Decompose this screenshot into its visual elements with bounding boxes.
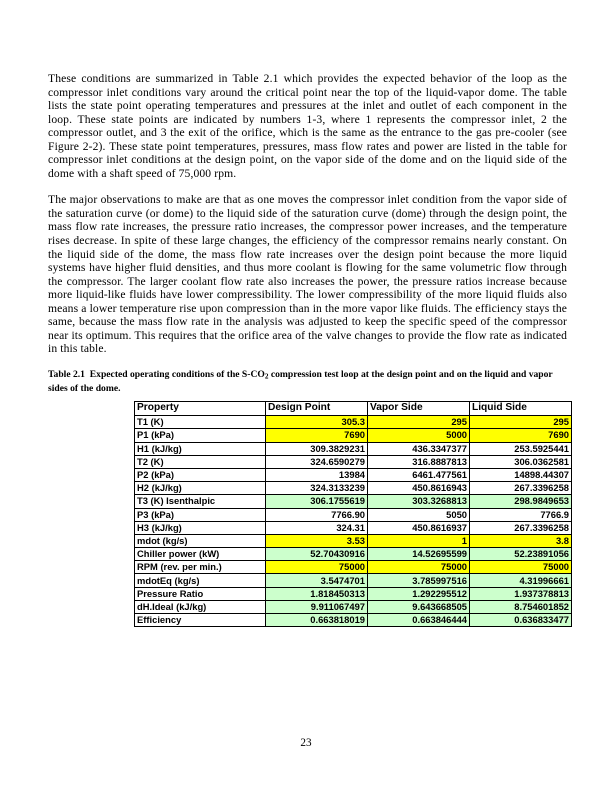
cell-property-name: H1 (kJ/kg) <box>135 442 266 455</box>
cell-value: 0.663818019 <box>266 614 368 627</box>
cell-value: 7766.90 <box>266 508 368 521</box>
cell-value: 52.70430916 <box>266 548 368 561</box>
cell-value: 1.818450313 <box>266 587 368 600</box>
cell-value: 267.3396258 <box>470 521 572 534</box>
cell-value: 5000 <box>368 429 470 442</box>
cell-property-name: H2 (kJ/kg) <box>135 482 266 495</box>
table-row <box>135 495 572 508</box>
cell-value: 306.0362581 <box>470 455 572 468</box>
cell-property-name: T2 (K) <box>135 455 266 468</box>
cell-value: 6461.477561 <box>368 468 470 481</box>
table-row <box>135 455 572 468</box>
cell-value: 1.937378813 <box>470 587 572 600</box>
cell-value: 7766.9 <box>470 508 572 521</box>
table-row <box>135 521 572 534</box>
paragraph-2: The major observations to make are that as one moves the compressor inlet condition from the vapor side of the saturation curve (or dome) to the liquid side of the saturation curve (dome) through the design point, the mass flow rate increases, the pressure ratio increases, the compressor power increases, and the temperature rises decrease. In spite of these large changes, the efficiency of the compressor remains nearly constant. On the liquid side of the dome, the mass flow rate increases over the design point because the more liquid systems have higher fluid densities, and thus more coolant is flowing for the same volumetric flow through the compressor. The larger coolant flow rate also increases the power, the pressure ratios increase because more liquid-like fluids have lower compressibility. The lower compressibility of the more liquid fluids also means a lower temperature rise upon compression than in the more vapor like fluids. The efficiency stays the same, because the mass flow rate in the analysis was adjusted to keep the specific speed of the compressor near its optimum. This requires that the orifice area of the valve changes to provide the flow rate as indicated in this table. <box>48 193 567 356</box>
table-body <box>135 416 572 627</box>
cell-value: 14.52695599 <box>368 548 470 561</box>
table-row <box>135 508 572 521</box>
cell-property-name: P1 (kPa) <box>135 429 266 442</box>
column-header-vapor-side: Vapor Side <box>368 401 470 416</box>
table-container <box>134 401 567 628</box>
cell-property-name: Chiller power (kW) <box>135 548 266 561</box>
table-caption-text-1: Expected operating conditions of the S-CO <box>89 368 265 380</box>
cell-value: 3.8 <box>470 534 572 547</box>
table-row <box>135 442 572 455</box>
table-row <box>135 587 572 600</box>
table-caption-label: Table 2.1 <box>48 368 85 380</box>
cell-property-name: Efficiency <box>135 614 266 627</box>
cell-property-name: P3 (kPa) <box>135 508 266 521</box>
cell-value: 9.643668505 <box>368 600 470 613</box>
operating-conditions-table <box>134 401 572 628</box>
cell-value: 324.3133239 <box>266 482 368 495</box>
cell-value: 1 <box>368 534 470 547</box>
table-row <box>135 614 572 627</box>
cell-value: 1.292295512 <box>368 587 470 600</box>
cell-value: 0.636833477 <box>470 614 572 627</box>
table-row <box>135 429 572 442</box>
cell-value: 5050 <box>368 508 470 521</box>
cell-value: 0.663846444 <box>368 614 470 627</box>
cell-value: 75000 <box>470 561 572 574</box>
cell-value: 9.911067497 <box>266 600 368 613</box>
paragraph-1: These conditions are summarized in Table 2.1 which provides the expected behavior of the loop as the compressor inlet conditions vary around the critical point near the top of the liquid-vapor dome. The table lists the state point operating temperatures and pressures at the inlet and outlet of each component in the loop. These state points are indicated by numbers 1-3, where 1 represents the compressor inlet, 2 the compressor outlet, and 3 the exit of the orifice, which is the same as the entrance to the gas pre-cooler (see Figure 2-2). These state point temperatures, pressures, mass flow rates and power are listed in the table for compressor inlet conditions at the design point, on the vapor side of the dome and on the liquid side of the dome with a shaft speed of 75,000 rpm. <box>48 72 567 180</box>
cell-value: 75000 <box>266 561 368 574</box>
table-row <box>135 548 572 561</box>
table-row <box>135 482 572 495</box>
cell-value: 298.9849653 <box>470 495 572 508</box>
cell-property-name: T3 (K) Isenthalpic <box>135 495 266 508</box>
cell-value: 75000 <box>368 561 470 574</box>
cell-property-name: mdotEq (kg/s) <box>135 574 266 587</box>
cell-value: 253.5925441 <box>470 442 572 455</box>
cell-value: 52.23891056 <box>470 548 572 561</box>
cell-property-name: RPM (rev. per min.) <box>135 561 266 574</box>
cell-property-name: mdot (kg/s) <box>135 534 266 547</box>
cell-value: 13984 <box>266 468 368 481</box>
cell-value: 324.31 <box>266 521 368 534</box>
cell-value: 450.8616943 <box>368 482 470 495</box>
cell-value: 295 <box>368 416 470 429</box>
table-row <box>135 534 572 547</box>
cell-property-name: Pressure Ratio <box>135 587 266 600</box>
cell-value: 7690 <box>470 429 572 442</box>
cell-value: 306.1755619 <box>266 495 368 508</box>
cell-value: 4.31996661 <box>470 574 572 587</box>
cell-value: 303.3268813 <box>368 495 470 508</box>
cell-property-name: P2 (kPa) <box>135 468 266 481</box>
table-caption <box>48 369 567 395</box>
cell-value: 7690 <box>266 429 368 442</box>
table-caption-text-2: compression test loop at the design point and on the liquid and vapor sides of the dome. <box>48 368 553 395</box>
cell-value: 316.8887813 <box>368 455 470 468</box>
table-caption-subscript: 2 <box>264 372 269 381</box>
column-header-design-point: Design Point <box>266 401 368 416</box>
cell-value: 436.3347377 <box>368 442 470 455</box>
page-number: 23 <box>300 737 312 749</box>
table-row <box>135 561 572 574</box>
table-row <box>135 574 572 587</box>
cell-value: 8.754601852 <box>470 600 572 613</box>
cell-value: 305.3 <box>266 416 368 429</box>
cell-value: 3.53 <box>266 534 368 547</box>
cell-value: 295 <box>470 416 572 429</box>
cell-value: 309.3829231 <box>266 442 368 455</box>
cell-value: 450.8616937 <box>368 521 470 534</box>
cell-value: 3.5474701 <box>266 574 368 587</box>
cell-property-name: dH.Ideal (kJ/kg) <box>135 600 266 613</box>
cell-value: 3.785997516 <box>368 574 470 587</box>
column-header-liquid-side: Liquid Side <box>470 401 572 416</box>
table-row <box>135 416 572 429</box>
table-header-row <box>135 401 572 416</box>
table-row <box>135 600 572 613</box>
cell-property-name: T1 (K) <box>135 416 266 429</box>
table-row <box>135 468 572 481</box>
cell-value: 14898.44307 <box>470 468 572 481</box>
cell-property-name: H3 (kJ/kg) <box>135 521 266 534</box>
cell-value: 267.3396258 <box>470 482 572 495</box>
cell-value: 324.6590279 <box>266 455 368 468</box>
column-header-property: Property <box>135 401 266 416</box>
